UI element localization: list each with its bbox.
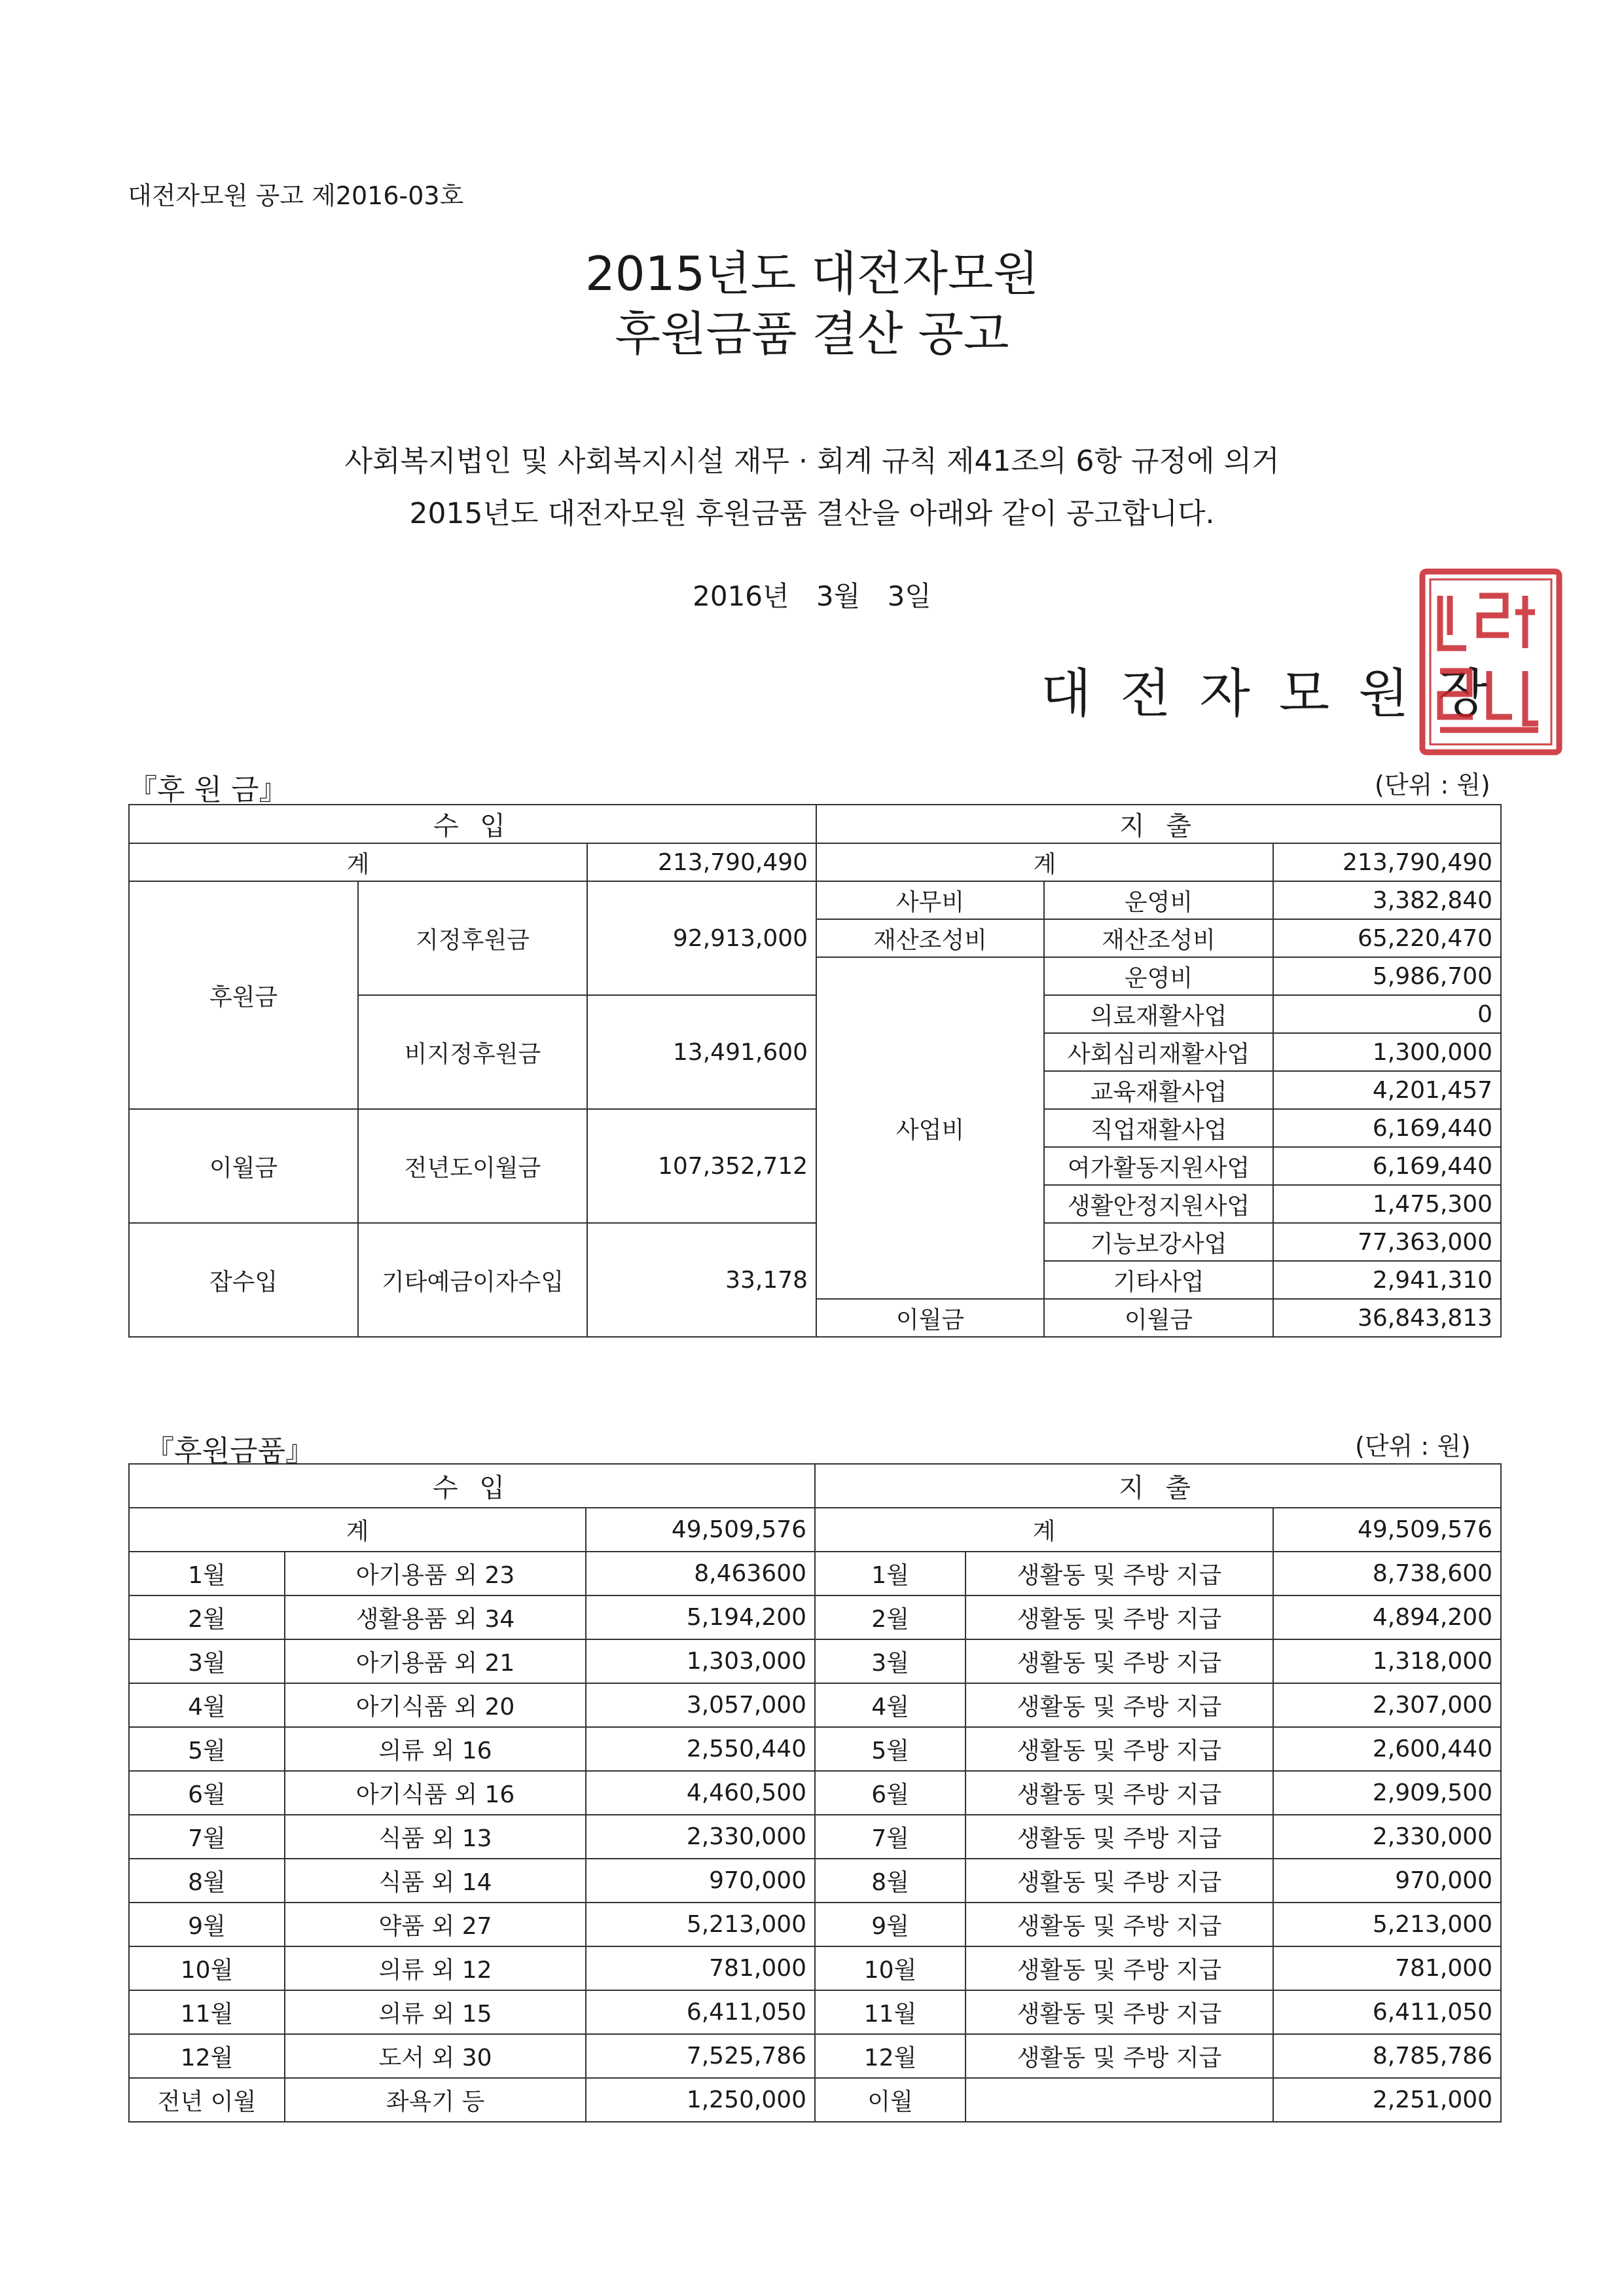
expense-business-amount: 1,475,300 (1273, 1185, 1501, 1223)
income-carryover-label: 전년도이월금 (358, 1109, 587, 1223)
goods-income-amount: 781,000 (586, 1946, 815, 1990)
goods-expense-item: 생활동 및 주방 지급 (965, 1727, 1273, 1771)
expense-business-item: 여가활동지원사업 (1044, 1147, 1273, 1185)
expense-carryover-item: 이월금 (1044, 1299, 1273, 1337)
goods-income-amount: 7,525,786 (586, 2034, 815, 2078)
goods-income-month: 4월 (129, 1683, 285, 1727)
goods-income-amount: 970,000 (586, 1859, 815, 1903)
income-group-donation: 후원금 (129, 881, 358, 1109)
expense-business-amount: 77,363,000 (1273, 1223, 1501, 1261)
goods-expense-amount: 2,330,000 (1273, 1815, 1501, 1859)
goods-income-amount: 6,411,050 (586, 1990, 815, 2034)
expense-business-item: 운영비 (1044, 957, 1273, 995)
goods-expense-month: 5월 (815, 1727, 965, 1771)
goods-income-amount: 1,250,000 (586, 2078, 815, 2122)
expense-business-item: 사회심리재활사업 (1044, 1033, 1273, 1071)
goods-income-month: 3월 (129, 1639, 285, 1683)
expense-business-amount: 6,169,440 (1273, 1147, 1501, 1185)
goods-expense-item: 생활동 및 주방 지급 (965, 1946, 1273, 1990)
goods-income-total: 49,509,576 (586, 1508, 815, 1552)
income-interest-label: 기타예금이자수입 (358, 1223, 587, 1337)
goods-income-amount: 1,303,000 (586, 1639, 815, 1683)
goods-expense-item: 생활동 및 주방 지급 (965, 1859, 1273, 1903)
expense-business-amount: 0 (1273, 995, 1501, 1033)
expense-business-item: 생활안정지원사업 (1044, 1185, 1273, 1223)
goods-income-header: 수 입 (129, 1464, 815, 1508)
expense-business-item: 기타사업 (1044, 1261, 1273, 1299)
goods-income-month: 12월 (129, 2034, 285, 2078)
goods-expense-month: 6월 (815, 1771, 965, 1815)
income-undesignated-label: 비지정후원금 (358, 995, 587, 1109)
goods-expense-amount: 970,000 (1273, 1859, 1501, 1903)
doc-title-line1: 2015년도 대전자모원 (585, 246, 1039, 301)
goods-expense-month: 12월 (815, 2034, 965, 2078)
income-designated-amount: 92,913,000 (587, 881, 816, 995)
goods-section-title: 『후원금품』 (145, 1434, 315, 1468)
goods-income-total-label: 계 (129, 1508, 586, 1552)
expense-business-label: 사업비 (816, 957, 1044, 1299)
goods-expense-item: 생활동 및 주방 지급 (965, 1639, 1273, 1683)
goods-income-item: 의류 외 15 (285, 1990, 586, 2034)
goods-income-item: 의류 외 16 (285, 1727, 586, 1771)
table-row (129, 1639, 1501, 1683)
goods-expense-item: 생활동 및 주방 지급 (965, 1990, 1273, 2034)
income-carryover-amount: 107,352,712 (587, 1109, 816, 1223)
intro-line1: 사회복지법인 및 사회복지시설 재무 · 회계 규칙 제41조의 6항 규정에 의거 (344, 445, 1280, 478)
goods-expense-amount: 781,000 (1273, 1946, 1501, 1990)
expense-total: 213,790,490 (1273, 843, 1501, 881)
table-row (129, 1990, 1501, 2034)
donation-unit: (단위 : 원) (1375, 771, 1490, 799)
expense-office-amount: 3,382,840 (1273, 881, 1501, 919)
table-row (129, 2034, 1501, 2078)
goods-income-item: 아기식품 외 20 (285, 1683, 586, 1727)
goods-income-item: 의류 외 12 (285, 1946, 586, 1990)
income-total: 213,790,490 (587, 843, 816, 881)
goods-expense-month: 1월 (815, 1552, 965, 1595)
goods-expense-amount: 2,600,440 (1273, 1727, 1501, 1771)
expense-header: 지 출 (816, 805, 1501, 843)
goods-expense-item: 생활동 및 주방 지급 (965, 2034, 1273, 2078)
goods-expense-item: 생활동 및 주방 지급 (965, 1771, 1273, 1815)
goods-income-month: 전년 이월 (129, 2078, 285, 2122)
goods-expense-item: 생활동 및 주방 지급 (965, 1595, 1273, 1639)
expense-asset-item: 재산조성비 (1044, 919, 1273, 957)
expense-business-amount: 6,169,440 (1273, 1109, 1501, 1147)
expense-office-item: 운영비 (1044, 881, 1273, 919)
doc-title-line2: 후원금품 결산 공고 (615, 306, 1009, 361)
expense-business-item: 의료재활사업 (1044, 995, 1273, 1033)
income-group-misc: 잡수입 (129, 1223, 358, 1337)
donation-section-title: 『후 원 금』 (128, 773, 288, 807)
goods-income-month: 1월 (129, 1552, 285, 1595)
goods-expense-item: 생활동 및 주방 지급 (965, 1552, 1273, 1595)
goods-income-amount: 3,057,000 (586, 1683, 815, 1727)
goods-income-month: 6월 (129, 1771, 285, 1815)
goods-expense-item: 생활동 및 주방 지급 (965, 1815, 1273, 1859)
notice-date: 2016년 3월 3일 (693, 580, 931, 612)
goods-expense-amount: 8,738,600 (1273, 1552, 1501, 1595)
expense-business-amount: 4,201,457 (1273, 1071, 1501, 1109)
goods-expense-amount: 2,909,500 (1273, 1771, 1501, 1815)
table-row (129, 1903, 1501, 1946)
goods-table (128, 1463, 1502, 2123)
table-row (129, 1727, 1501, 1771)
table-row (129, 1859, 1501, 1903)
goods-income-amount: 2,550,440 (586, 1727, 815, 1771)
table-row (129, 1946, 1501, 1990)
goods-income-amount: 5,213,000 (586, 1903, 815, 1946)
income-total-label: 계 (129, 843, 587, 881)
expense-asset-amount: 65,220,470 (1273, 919, 1501, 957)
goods-income-month: 8월 (129, 1859, 285, 1903)
expense-asset-label: 재산조성비 (816, 919, 1044, 957)
goods-expense-month: 2월 (815, 1595, 965, 1639)
goods-income-month: 5월 (129, 1727, 285, 1771)
goods-expense-month: 11월 (815, 1990, 965, 2034)
goods-expense-month: 9월 (815, 1903, 965, 1946)
income-designated-label: 지정후원금 (358, 881, 587, 995)
table-row (129, 1595, 1501, 1639)
goods-income-item: 생활용품 외 34 (285, 1595, 586, 1639)
income-interest-amount: 33,178 (587, 1223, 816, 1337)
goods-expense-item: 생활동 및 주방 지급 (965, 1683, 1273, 1727)
expense-business-item: 직업재활사업 (1044, 1109, 1273, 1147)
goods-income-month: 11월 (129, 1990, 285, 2034)
expense-office-label: 사무비 (816, 881, 1044, 919)
table-row (129, 1771, 1501, 1815)
goods-income-amount: 4,460,500 (586, 1771, 815, 1815)
intro-line2: 2015년도 대전자모원 후원금품 결산을 아래와 같이 공고합니다. (409, 497, 1215, 530)
goods-income-item: 도서 외 30 (285, 2034, 586, 2078)
goods-income-item: 약품 외 27 (285, 1903, 586, 1946)
goods-income-item: 아기식품 외 16 (285, 1771, 586, 1815)
expense-business-item: 기능보강사업 (1044, 1223, 1273, 1261)
notice-number: 대전자모원 공고 제2016-03호 (128, 181, 464, 210)
income-header: 수 입 (129, 805, 816, 843)
signature: 대전자모원장 (1041, 663, 1517, 724)
goods-income-amount: 8,463600 (586, 1552, 815, 1595)
goods-expense-amount: 6,411,050 (1273, 1990, 1501, 2034)
expense-business-amount: 2,941,310 (1273, 1261, 1501, 1299)
goods-expense-amount: 2,251,000 (1273, 2078, 1501, 2122)
income-group-carryover: 이월금 (129, 1109, 358, 1223)
goods-expense-total: 49,509,576 (1273, 1508, 1501, 1552)
goods-expense-header: 지 출 (815, 1464, 1501, 1508)
expense-business-item: 교육재활사업 (1044, 1071, 1273, 1109)
donation-table (128, 804, 1502, 1338)
income-undesignated-amount: 13,491,600 (587, 995, 816, 1109)
goods-income-item: 식품 외 14 (285, 1859, 586, 1903)
goods-expense-amount: 1,318,000 (1273, 1639, 1501, 1683)
goods-expense-month: 7월 (815, 1815, 965, 1859)
goods-income-month: 2월 (129, 1595, 285, 1639)
expense-business-amount: 5,986,700 (1273, 957, 1501, 995)
goods-income-month: 7월 (129, 1815, 285, 1859)
goods-income-item: 좌욕기 등 (285, 2078, 586, 2122)
goods-expense-month: 10월 (815, 1946, 965, 1990)
table-row (129, 1683, 1501, 1727)
expense-carryover-label: 이월금 (816, 1299, 1044, 1337)
goods-expense-item: 생활동 및 주방 지급 (965, 1903, 1273, 1946)
goods-expense-month: 8월 (815, 1859, 965, 1903)
expense-total-label: 계 (816, 843, 1273, 881)
goods-income-item: 식품 외 13 (285, 1815, 586, 1859)
table-row (129, 2078, 1501, 2122)
goods-income-month: 9월 (129, 1903, 285, 1946)
goods-expense-month: 3월 (815, 1639, 965, 1683)
goods-unit: (단위 : 원) (1355, 1432, 1471, 1461)
official-seal (1417, 566, 1564, 757)
goods-income-month: 10월 (129, 1946, 285, 1990)
goods-expense-month: 4월 (815, 1683, 965, 1727)
goods-expense-month: 이월 (815, 2078, 965, 2122)
table-row (129, 1552, 1501, 1595)
expense-carryover-amount: 36,843,813 (1273, 1299, 1501, 1337)
goods-expense-amount: 8,785,786 (1273, 2034, 1501, 2078)
goods-expense-amount: 5,213,000 (1273, 1903, 1501, 1946)
table-row (129, 1815, 1501, 1859)
goods-income-item: 아기용품 외 23 (285, 1552, 586, 1595)
goods-expense-amount: 4,894,200 (1273, 1595, 1501, 1639)
goods-income-amount: 5,194,200 (586, 1595, 815, 1639)
expense-business-amount: 1,300,000 (1273, 1033, 1501, 1071)
goods-income-item: 아기용품 외 21 (285, 1639, 586, 1683)
goods-expense-item (965, 2078, 1273, 2122)
goods-income-amount: 2,330,000 (586, 1815, 815, 1859)
goods-expense-amount: 2,307,000 (1273, 1683, 1501, 1727)
goods-expense-total-label: 계 (815, 1508, 1273, 1552)
